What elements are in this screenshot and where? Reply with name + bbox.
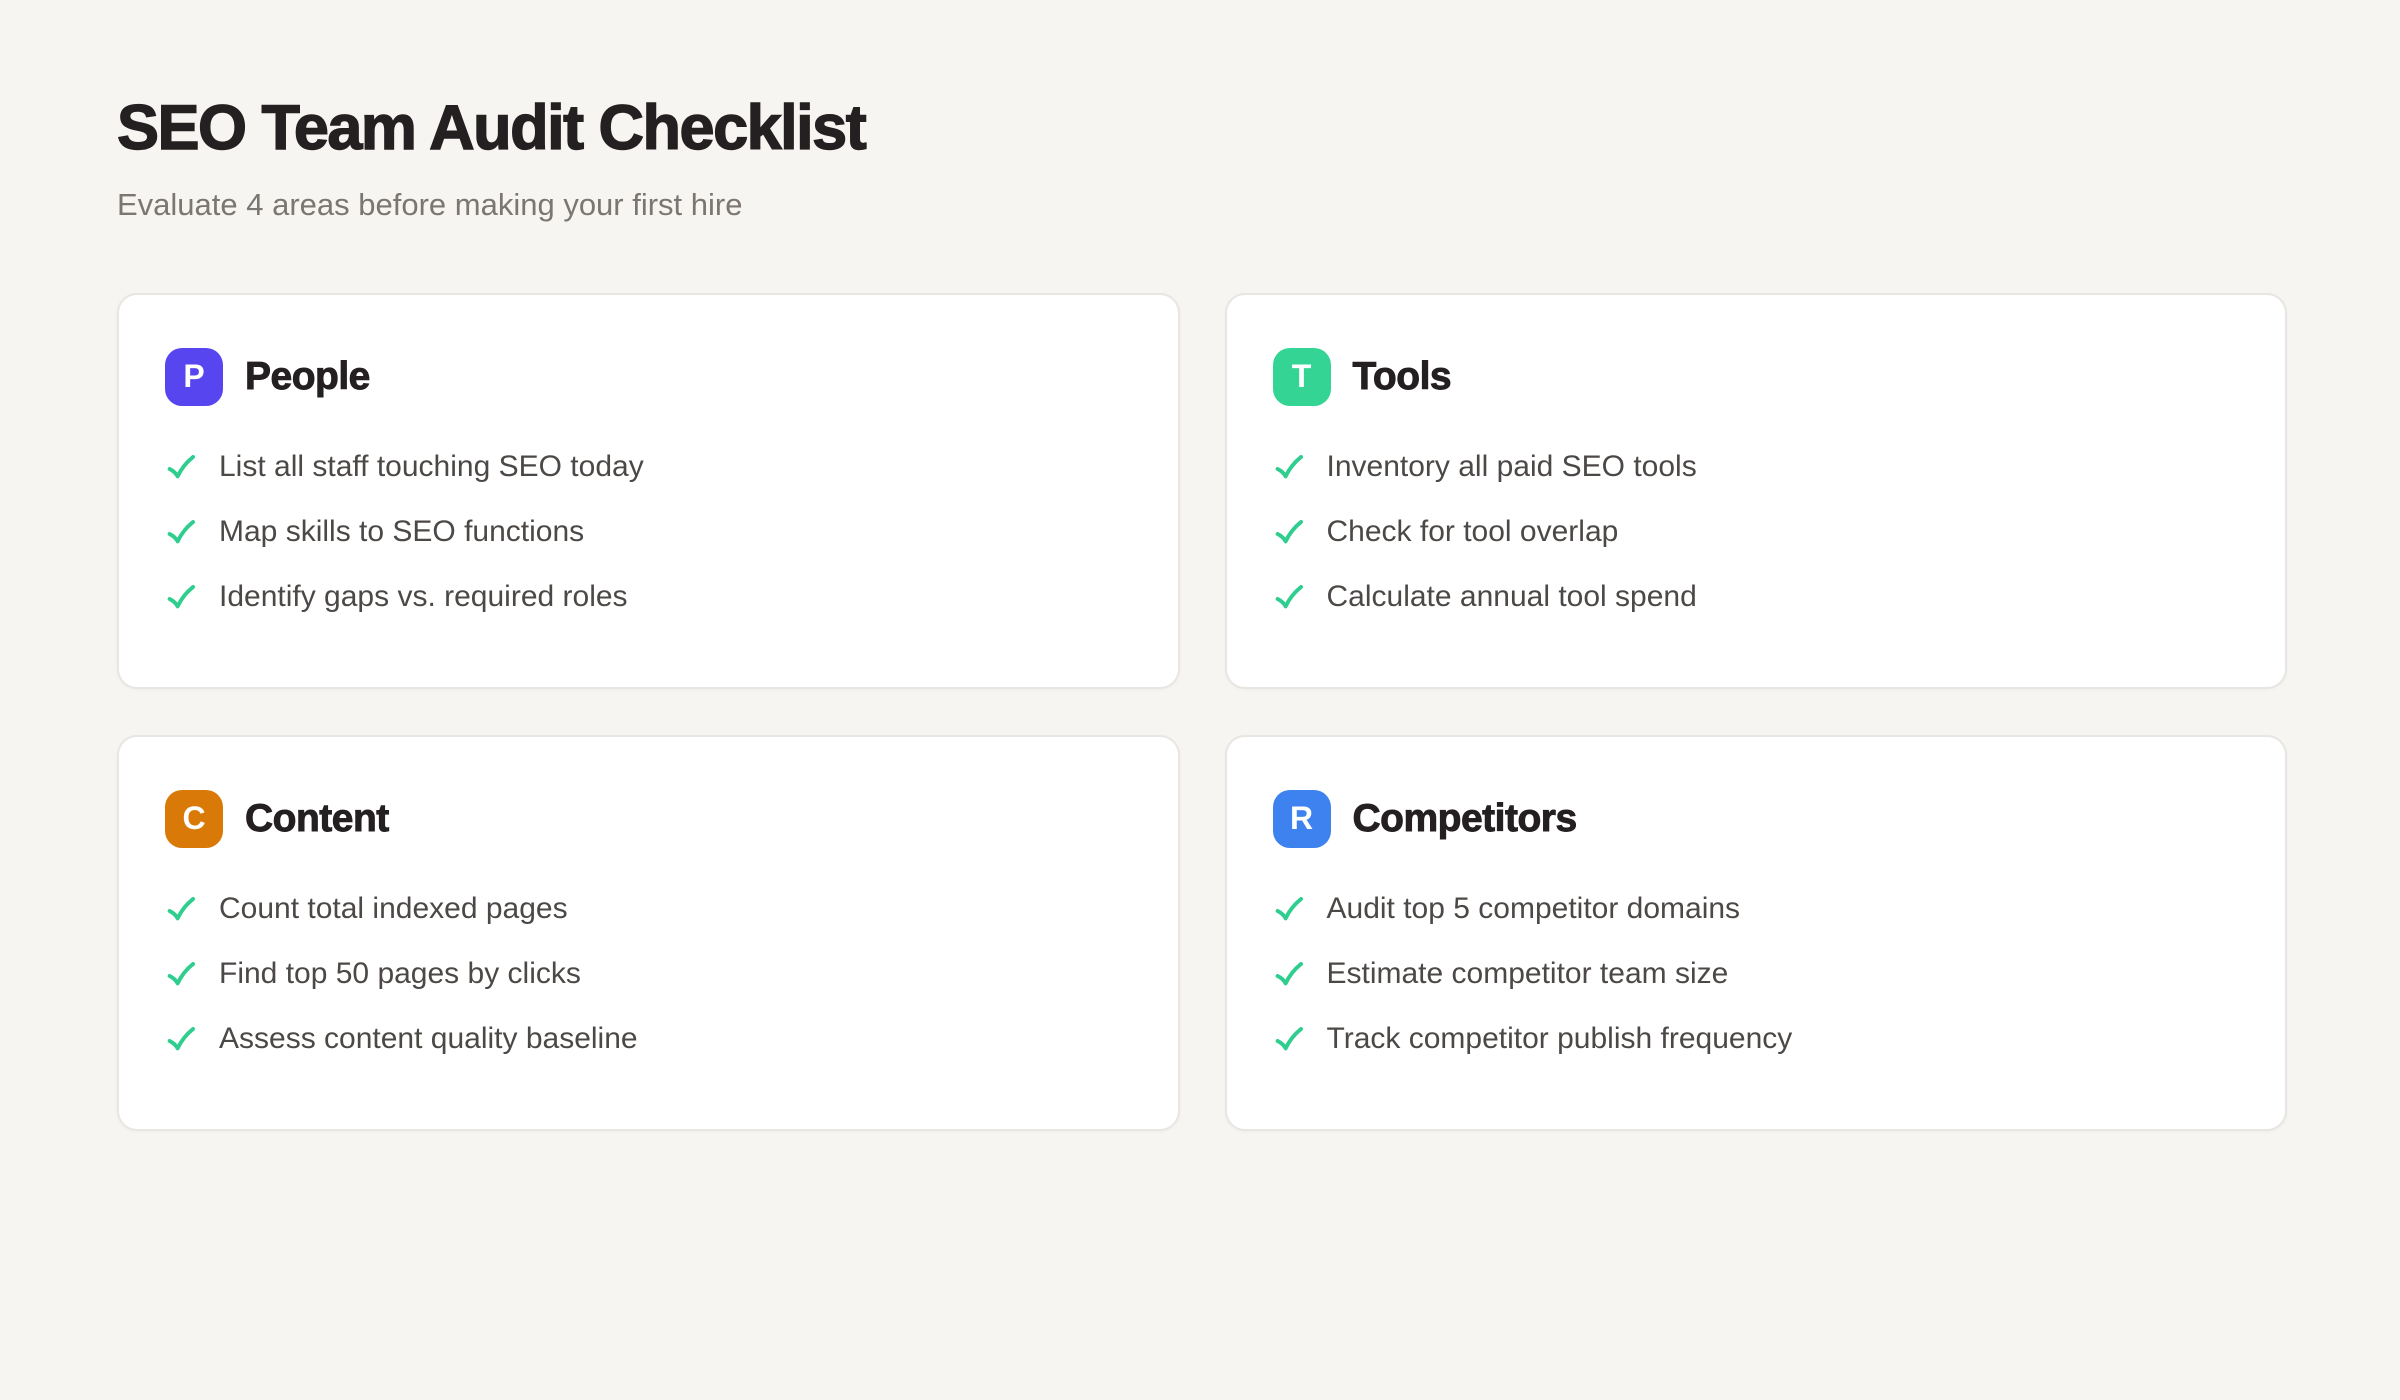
checkmark-icon xyxy=(165,581,197,613)
checkmark-icon xyxy=(1273,451,1305,483)
checkmark-icon xyxy=(1273,516,1305,548)
checkmark-icon xyxy=(165,1023,197,1055)
competitors-letter-badge-icon: R xyxy=(1273,790,1331,848)
card-content-header xyxy=(165,790,1128,848)
card-tools-checklist xyxy=(1273,450,2236,614)
cards-grid xyxy=(117,293,2287,1131)
check-item xyxy=(1273,892,2236,926)
people-letter-badge-icon: P xyxy=(165,348,223,406)
page-subtitle: Evaluate 4 areas before making your first hire xyxy=(117,187,743,223)
card-people-title: People xyxy=(245,354,370,398)
checkmark-icon xyxy=(165,893,197,925)
card-content xyxy=(117,735,1180,1131)
card-people-header xyxy=(165,348,1128,406)
card-competitors xyxy=(1225,735,2288,1131)
content-letter-badge-icon: C xyxy=(165,790,223,848)
checkmark-icon xyxy=(1273,581,1305,613)
check-item xyxy=(165,515,1128,549)
check-item-label: Estimate competitor team size xyxy=(1326,956,1729,990)
card-content-title: Content xyxy=(245,796,389,840)
check-item xyxy=(165,580,1128,614)
checkmark-icon xyxy=(165,451,197,483)
check-item-label: Assess content quality baseline xyxy=(219,1021,638,1055)
check-item xyxy=(1273,515,2236,549)
checkmark-icon xyxy=(1273,893,1305,925)
check-item-label: Inventory all paid SEO tools xyxy=(1326,449,1697,483)
check-item-label: List all staff touching SEO today xyxy=(219,449,644,483)
card-competitors-checklist xyxy=(1273,892,2236,1056)
check-item xyxy=(1273,1022,2236,1056)
card-tools xyxy=(1225,293,2288,689)
card-people xyxy=(117,293,1180,689)
check-item xyxy=(1273,580,2236,614)
checkmark-icon xyxy=(1273,1023,1305,1055)
card-content-checklist xyxy=(165,892,1128,1056)
check-item xyxy=(165,1022,1128,1056)
check-item xyxy=(1273,957,2236,991)
check-item-label: Audit top 5 competitor domains xyxy=(1326,891,1741,925)
page-title: SEO Team Audit Checklist xyxy=(117,93,866,163)
check-item-label: Calculate annual tool spend xyxy=(1326,579,1697,613)
card-people-checklist xyxy=(165,450,1128,614)
card-competitors-header xyxy=(1273,790,2236,848)
checkmark-icon xyxy=(165,958,197,990)
check-item xyxy=(1273,450,2236,484)
card-tools-title: Tools xyxy=(1352,354,1452,398)
check-item xyxy=(165,957,1128,991)
check-item-label: Count total indexed pages xyxy=(219,891,568,925)
check-item-label: Identify gaps vs. required roles xyxy=(219,579,628,613)
checkmark-icon xyxy=(1273,958,1305,990)
tools-letter-badge-icon: T xyxy=(1273,348,1331,406)
check-item-label: Find top 50 pages by clicks xyxy=(219,956,581,990)
check-item-label: Track competitor publish frequency xyxy=(1326,1021,1793,1055)
check-item-label: Map skills to SEO functions xyxy=(219,514,585,548)
check-item xyxy=(165,450,1128,484)
checkmark-icon xyxy=(165,516,197,548)
card-tools-header xyxy=(1273,348,2236,406)
card-competitors-title: Competitors xyxy=(1352,796,1577,840)
check-item xyxy=(165,892,1128,926)
check-item-label: Check for tool overlap xyxy=(1326,514,1619,548)
